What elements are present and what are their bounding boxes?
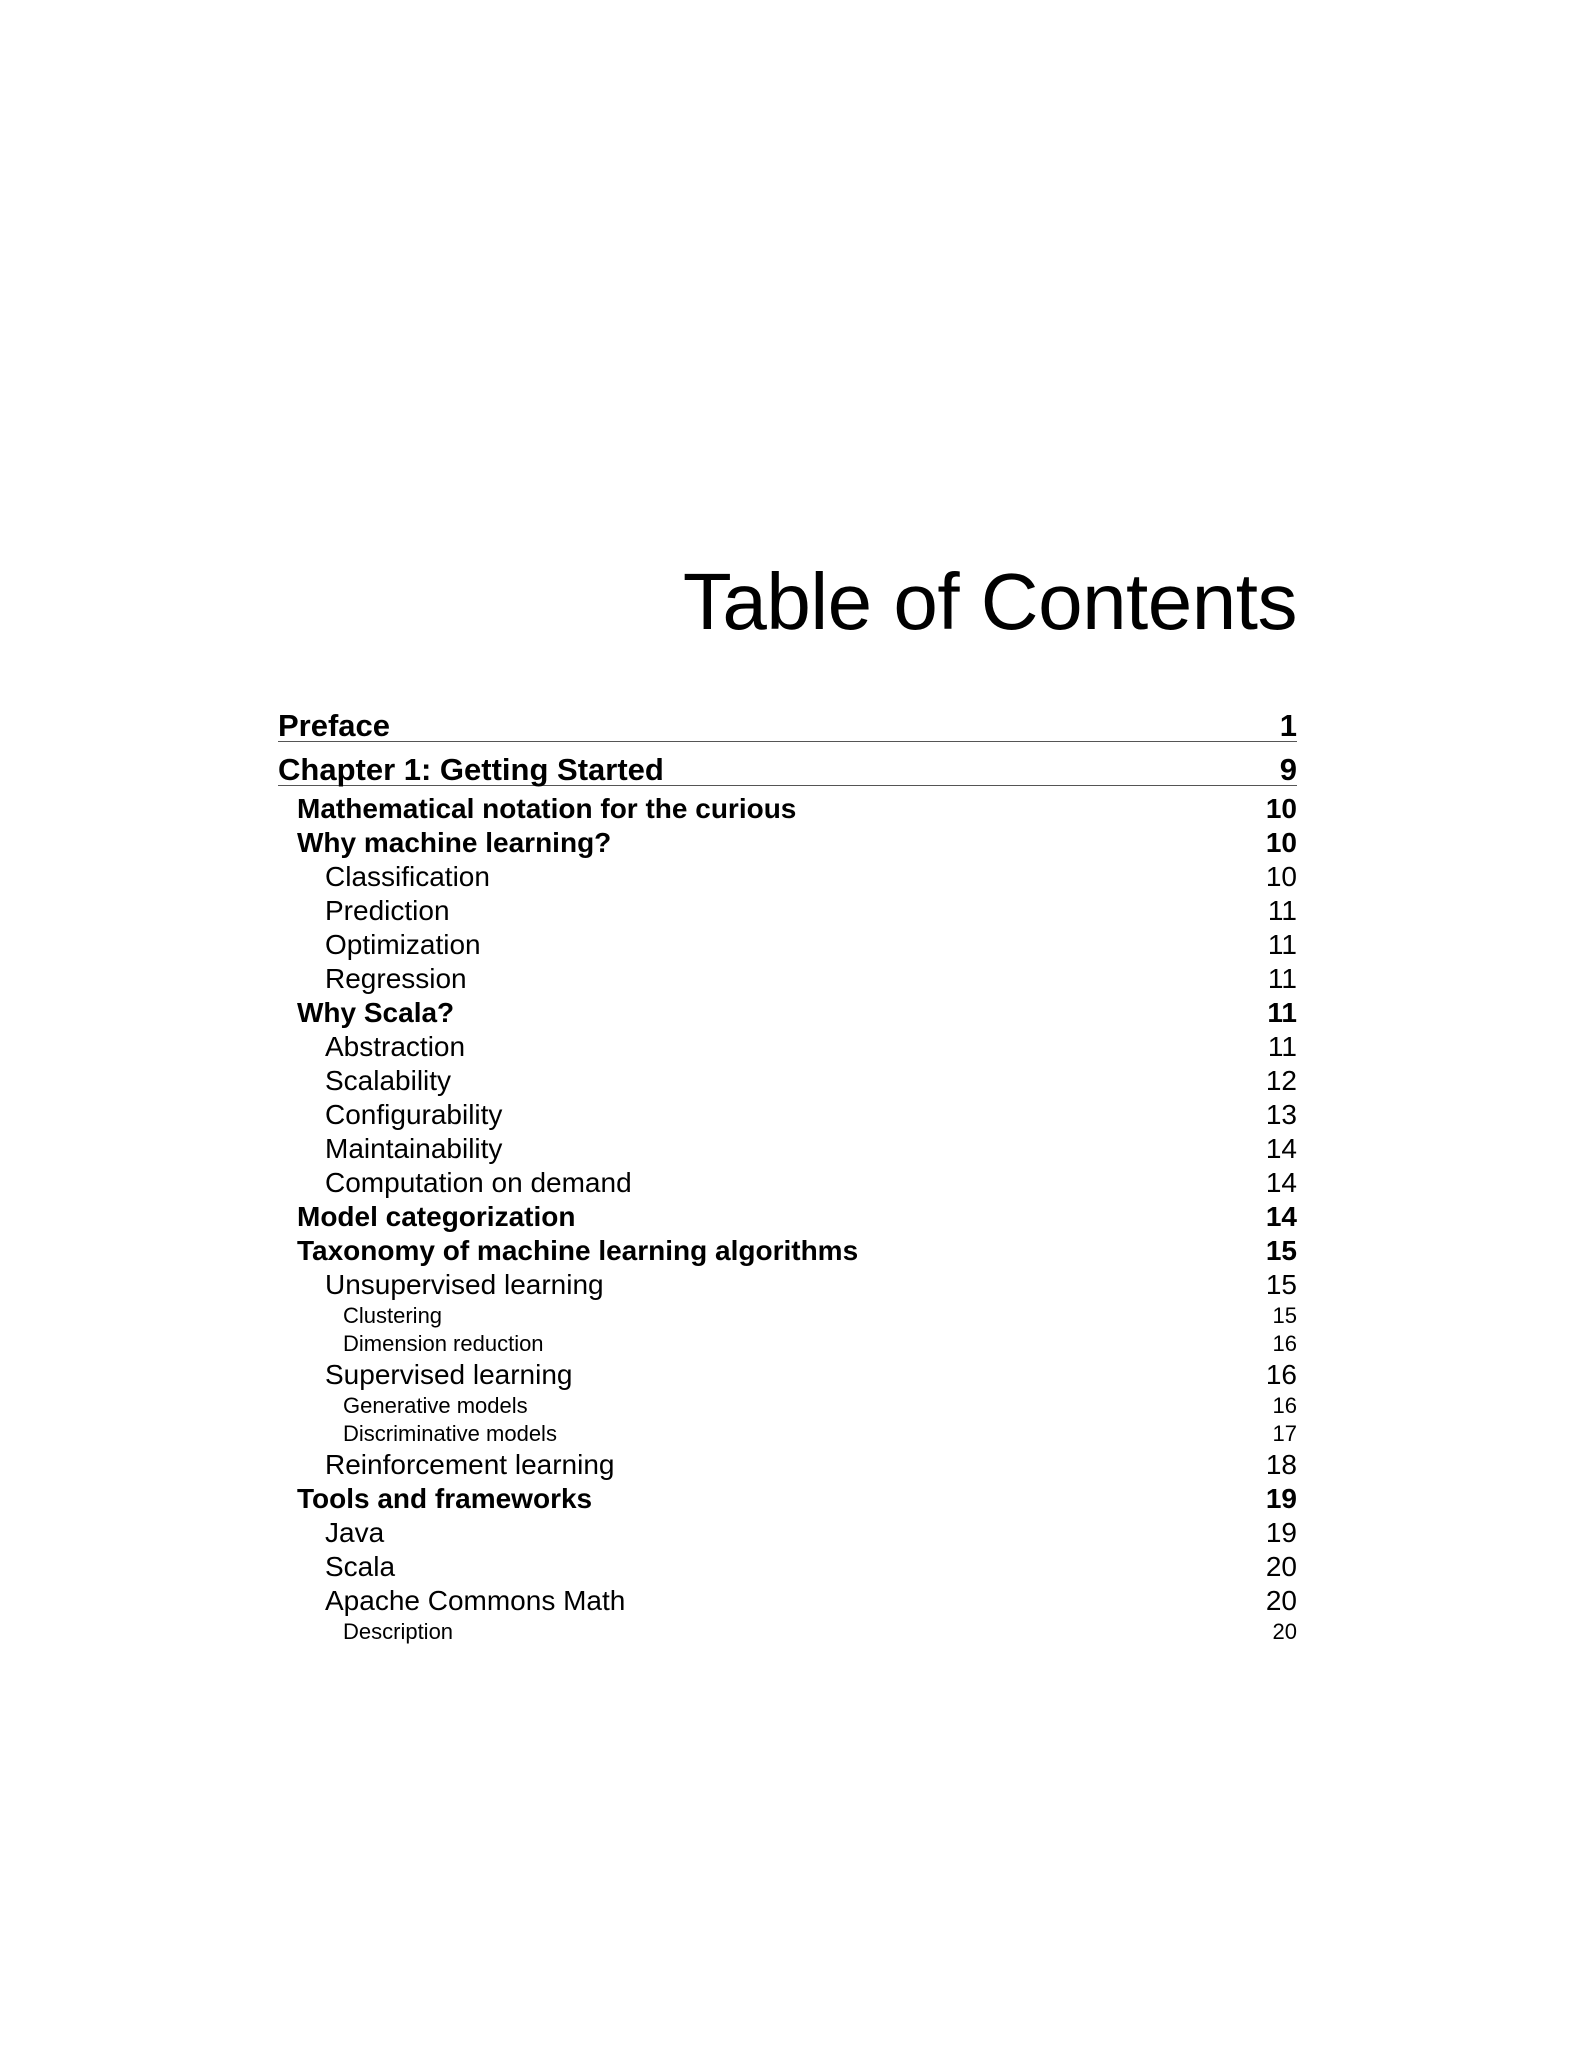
toc-entry-page: 15	[1265, 1269, 1297, 1300]
toc-entry-page: 11	[1267, 929, 1297, 960]
toc-entry-discriminative-models[interactable]	[278, 1421, 1297, 1445]
toc-entry-chapter-1[interactable]	[278, 752, 1297, 786]
toc-entry-java[interactable]	[278, 1517, 1297, 1547]
toc-entry-label: Clustering	[343, 1303, 443, 1328]
toc-entry-label: Preface	[278, 708, 391, 743]
toc-entry-page: 11	[1267, 997, 1297, 1028]
toc-entry-page: 9	[1279, 752, 1297, 787]
toc-entry-label: Regression	[325, 963, 467, 994]
toc-entry-page: 11	[1267, 963, 1297, 994]
toc-entry-clustering[interactable]	[278, 1303, 1297, 1327]
toc-entry-configurability[interactable]	[278, 1099, 1297, 1129]
toc-entry-page: 12	[1265, 1065, 1297, 1096]
toc-entry-abstraction[interactable]	[278, 1031, 1297, 1061]
toc-entry-label: Why Scala?	[297, 997, 455, 1028]
toc-entry-label: Abstraction	[325, 1031, 466, 1062]
toc-entry-why-machine-learning[interactable]	[278, 827, 1297, 857]
toc-entry-label: Generative models	[343, 1393, 528, 1418]
toc-entry-label: Description	[343, 1619, 454, 1644]
toc-entry-label: Discriminative models	[343, 1421, 557, 1446]
toc-entry-reinforcement-learning[interactable]	[278, 1449, 1297, 1479]
toc-entry-label: Prediction	[325, 895, 450, 926]
toc-entry-label: Scala	[325, 1551, 396, 1582]
toc-entry-computation-on-demand[interactable]	[278, 1167, 1297, 1197]
toc-entry-label: Supervised learning	[325, 1359, 573, 1390]
toc-entry-page: 20	[1272, 1619, 1297, 1644]
toc-entry-scalability[interactable]	[278, 1065, 1297, 1095]
toc-entry-page: 19	[1265, 1483, 1297, 1514]
toc-entry-page: 14	[1265, 1201, 1297, 1232]
toc-entry-label: Dimension reduction	[343, 1331, 544, 1356]
page-title: Table of Contents	[682, 557, 1297, 646]
toc-entry-label: Unsupervised learning	[325, 1269, 604, 1300]
toc-entry-preface[interactable]	[278, 708, 1297, 742]
toc-entry-label: Tools and frameworks	[297, 1483, 593, 1514]
toc-entry-page: 17	[1272, 1421, 1297, 1446]
toc-entry-label: Taxonomy of machine learning algorithms	[297, 1235, 859, 1266]
toc-entry-label: Scalability	[325, 1065, 452, 1096]
toc-entry-page: 20	[1265, 1551, 1297, 1582]
toc-entry-label: Java	[325, 1517, 385, 1548]
toc-entry-apache-commons-math[interactable]	[278, 1585, 1297, 1615]
toc-entry-page: 16	[1265, 1359, 1297, 1390]
toc-entry-scala[interactable]	[278, 1551, 1297, 1581]
toc-entry-label: Optimization	[325, 929, 481, 960]
toc-entry-page: 15	[1272, 1303, 1297, 1328]
toc-entry-page: 18	[1265, 1449, 1297, 1480]
toc-entry-description[interactable]	[278, 1619, 1297, 1643]
toc-entry-maintainability[interactable]	[278, 1133, 1297, 1163]
toc-entry-label: Reinforcement learning	[325, 1449, 615, 1480]
toc-entry-unsupervised-learning[interactable]	[278, 1269, 1297, 1299]
toc-entry-label: Chapter 1: Getting Started	[278, 752, 664, 787]
toc-entry-mathematical-notation[interactable]	[278, 793, 1297, 823]
toc-entry-page: 11	[1267, 895, 1297, 926]
toc-entry-supervised-learning[interactable]	[278, 1359, 1297, 1389]
toc-entry-page: 20	[1265, 1585, 1297, 1616]
toc-entry-label: Apache Commons Math	[325, 1585, 626, 1616]
toc-entry-why-scala[interactable]	[278, 997, 1297, 1027]
toc-entry-page: 10	[1265, 827, 1297, 858]
toc-entry-label: Classification	[325, 861, 490, 892]
toc-entry-label: Model categorization	[297, 1201, 576, 1232]
toc-entry-page: 16	[1272, 1393, 1297, 1418]
toc-entry-label: Mathematical notation for the curious	[297, 793, 797, 824]
toc-entry-page: 15	[1265, 1235, 1297, 1266]
toc-entry-generative-models[interactable]	[278, 1393, 1297, 1417]
toc-entry-dimension-reduction[interactable]	[278, 1331, 1297, 1355]
toc-entry-page: 10	[1265, 793, 1297, 824]
toc-entry-optimization[interactable]	[278, 929, 1297, 959]
toc-entry-label: Why machine learning?	[297, 827, 612, 858]
toc-entry-page: 13	[1265, 1099, 1297, 1130]
toc-entry-page: 14	[1265, 1133, 1297, 1164]
toc-entry-label: Configurability	[325, 1099, 503, 1130]
toc-entry-taxonomy[interactable]	[278, 1235, 1297, 1265]
toc-entry-page: 16	[1272, 1331, 1297, 1356]
toc-entry-page: 14	[1265, 1167, 1297, 1198]
toc-entry-regression[interactable]	[278, 963, 1297, 993]
toc-entry-classification[interactable]	[278, 861, 1297, 891]
toc-entry-label: Maintainability	[325, 1133, 503, 1164]
toc-entry-page: 11	[1267, 1031, 1297, 1062]
toc-entry-page: 19	[1265, 1517, 1297, 1548]
toc-entry-prediction[interactable]	[278, 895, 1297, 925]
toc-entry-page: 10	[1265, 861, 1297, 892]
toc-entry-tools-and-frameworks[interactable]	[278, 1483, 1297, 1513]
toc-entry-model-categorization[interactable]	[278, 1201, 1297, 1231]
toc-entry-label: Computation on demand	[325, 1167, 632, 1198]
toc-entry-page: 1	[1279, 708, 1297, 743]
